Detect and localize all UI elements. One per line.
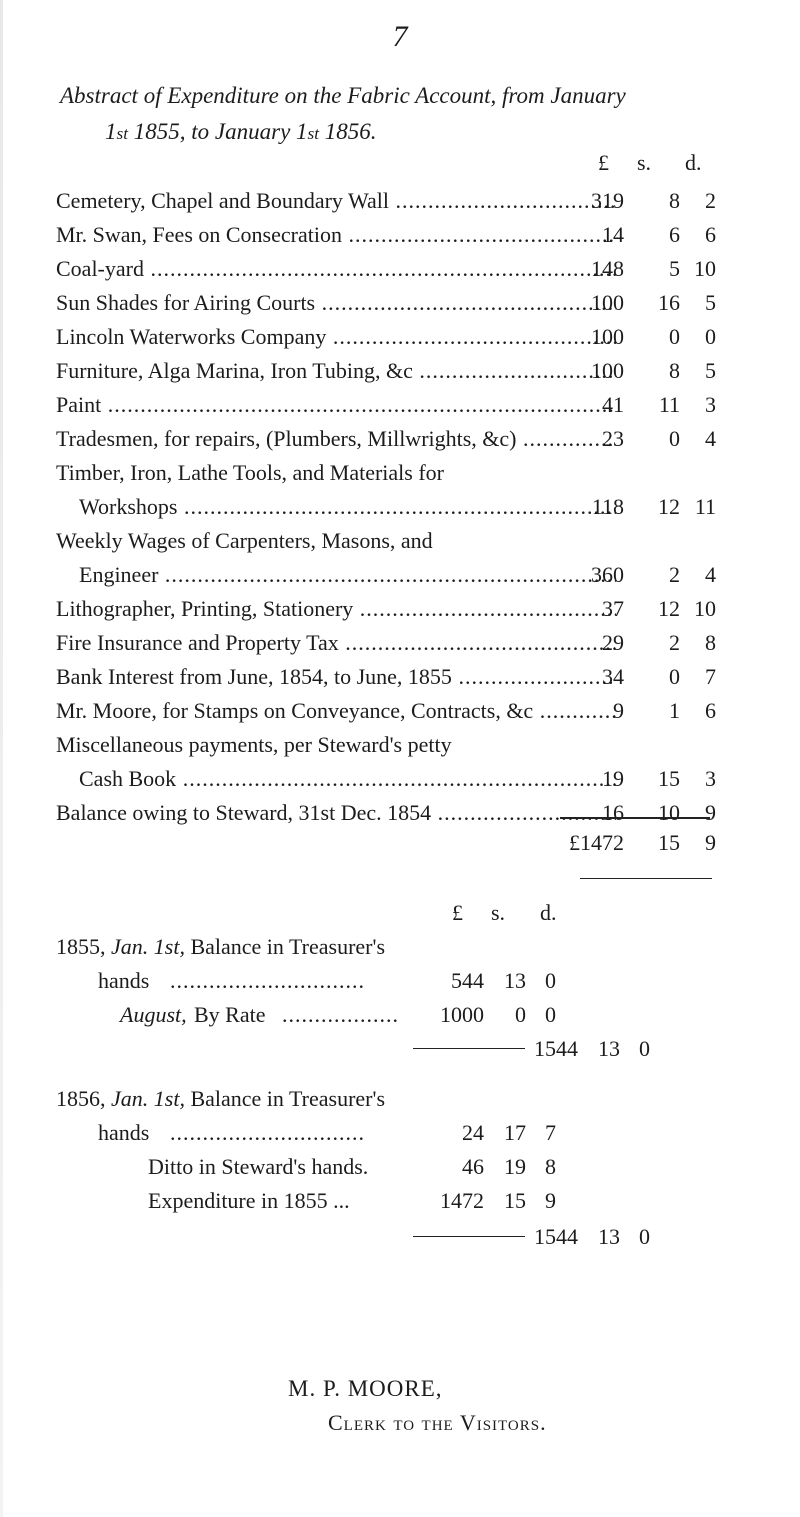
expenditure-row [56, 762, 716, 796]
amount-shillings: 12 [658, 596, 680, 621]
amount-shillings: 8 [669, 188, 680, 213]
amount-pounds: 29 [602, 630, 624, 655]
balance-heading: 1856, Jan. 1st, Balance in Treasurer's [56, 1086, 386, 1111]
amount-pounds: 14 [602, 222, 624, 247]
amount-pounds: 319 [591, 188, 624, 213]
expenditure-label: Bank Interest from June, 1854, to June, 1855 ..... [56, 660, 616, 694]
expenditure-row [56, 660, 716, 694]
amount-pence: 10 [694, 256, 716, 281]
expenditure-row-label-line [56, 456, 716, 490]
expenditure-row [56, 184, 716, 218]
amount-shillings: 16 [658, 290, 680, 315]
expenditure-row [56, 592, 716, 626]
total-row [56, 826, 716, 860]
amount-pence: 8 [705, 630, 716, 655]
expenditure-row [56, 626, 716, 660]
expenditure-row-label-line [56, 728, 716, 762]
expenditure-label: Fire Insurance and Property Tax ..... [56, 626, 616, 660]
page-edge-shadow [0, 0, 3, 1517]
amount-shillings: 0 [669, 324, 680, 349]
title-line-2: 1st 1855, to January 1st 1856. [105, 119, 377, 144]
amount-pounds: 100 [591, 324, 624, 349]
title-line-1: Abstract of Expenditure on the Fabric Account, from January [60, 83, 626, 108]
amount-pence: 10 [694, 596, 716, 621]
expenditure-label: Lithographer, Printing, Stationery ..... [56, 592, 616, 626]
expenditure-label: Engineer ..... [79, 558, 616, 592]
amount-shillings: 11 [658, 392, 680, 417]
expenditure-row [56, 388, 716, 422]
balance-row-hands: hands .............................. 24 17 7 [98, 1116, 558, 1150]
header-pounds: £ [598, 150, 609, 175]
amount-pence: 2 [705, 188, 716, 213]
amount-shillings: 8 [669, 358, 680, 383]
expenditure-row [56, 286, 716, 320]
amount-shillings: 2 [669, 562, 680, 587]
amount-pounds: 360 [591, 562, 624, 587]
amount-pounds: 34 [602, 664, 624, 689]
total-pence: 9 [705, 830, 716, 855]
amount-pence: 4 [705, 426, 716, 451]
expenditure-label: Furniture, Alga Marina, Iron Tubing, &c ..... [56, 354, 616, 388]
expenditure-label: Cash Book ..... [79, 762, 616, 796]
amount-pounds: 148 [591, 256, 624, 281]
amount-pounds: 16 [602, 800, 624, 825]
page-title [60, 78, 760, 152]
expenditure-label: Paint ..... [56, 388, 616, 422]
amount-pounds: 37 [602, 596, 624, 621]
amount-pounds: 19 [602, 766, 624, 791]
receipt-row-rate: August, By Rate .................. 1000 0 0 [120, 998, 558, 1032]
amount-pence: 9 [705, 800, 716, 825]
receipts-heading: 1855, Jan. 1st, Balance in Treasurer's [56, 934, 386, 959]
balance-total: 1544 13 0 [534, 1224, 650, 1249]
signature-title: Clerk to the Visitors. [328, 1410, 547, 1435]
amount-shillings: 15 [658, 766, 680, 791]
expenditure-label: Mr. Swan, Fees on Consecration ..... [56, 218, 616, 252]
account-header-pounds: £ [452, 900, 463, 925]
amount-shillings: 6 [669, 222, 680, 247]
receipts-dash [413, 1048, 525, 1049]
amount-pounds: 41 [602, 392, 624, 417]
account-header-pence: d. [540, 900, 557, 925]
balance-row-expenditure: Expenditure in 1855 ... 1472 15 9 [148, 1188, 556, 1213]
receipt-row-hands: hands .............................. 544 13 0 [98, 964, 558, 998]
expenditure-label: Tradesmen, for repairs, (Plumbers, Millwrights, &c) ..... [56, 422, 616, 456]
expenditure-label: Cemetery, Chapel and Boundary Wall ..... [56, 184, 616, 218]
header-pence: d. [685, 150, 702, 175]
amount-shillings: 2 [669, 630, 680, 655]
amount-pounds: 118 [591, 494, 624, 519]
balance-row-steward: Ditto in Steward's hands. 46 19 8 [148, 1154, 556, 1179]
total-rule-top [560, 817, 710, 819]
expenditure-row [56, 558, 716, 592]
amount-shillings: 1 [669, 698, 680, 723]
expenditure-label: Workshops ..... [79, 490, 616, 524]
amount-shillings: 10 [658, 800, 680, 825]
expenditure-row [56, 422, 716, 456]
amount-pence: 3 [705, 766, 716, 791]
expenditure-label: Timber, Iron, Lathe Tools, and Materials for [56, 460, 445, 485]
amount-pounds: 9 [613, 698, 624, 723]
expenditure-row [56, 490, 716, 524]
amount-pence: 3 [705, 392, 716, 417]
total-pounds: £1472 [569, 830, 624, 855]
expenditure-label: Miscellaneous payments, per Steward's petty [56, 732, 452, 757]
expenditure-row [56, 252, 716, 286]
amount-pence: 0 [705, 324, 716, 349]
account-header-shillings: s. [491, 900, 506, 925]
amount-shillings: 0 [669, 664, 680, 689]
amount-pence: 4 [705, 562, 716, 587]
balance-dash [413, 1236, 525, 1237]
amount-pence: 6 [705, 698, 716, 723]
expenditure-label: Coal-yard ..... [56, 252, 616, 286]
amount-pence: 6 [705, 222, 716, 247]
amount-pounds: 23 [602, 426, 624, 451]
amount-shillings: 0 [669, 426, 680, 451]
amount-pounds: 100 [591, 290, 624, 315]
expenditure-row-label-line [56, 524, 716, 558]
expenditure-row [56, 796, 716, 830]
amount-pence: 5 [705, 358, 716, 383]
expenditure-row [56, 694, 716, 728]
receipts-total: 1544 13 0 [534, 1036, 650, 1061]
expenditure-label: Sun Shades for Airing Courts ..... [56, 286, 616, 320]
amount-pounds: 100 [591, 358, 624, 383]
amount-pence: 11 [694, 494, 716, 519]
header-shillings: s. [637, 150, 652, 175]
expenditure-row [56, 320, 716, 354]
total-rule-bottom [580, 878, 712, 879]
expenditure-row [56, 354, 716, 388]
total-shillings: 15 [658, 830, 680, 855]
amount-shillings: 5 [669, 256, 680, 281]
amount-pence: 7 [705, 664, 716, 689]
page-number: 7 [392, 20, 408, 53]
expenditure-label: Mr. Moore, for Stamps on Conveyance, Contracts, &c ..... [56, 694, 616, 728]
expenditure-label: Weekly Wages of Carpenters, Masons, and [56, 528, 433, 553]
expenditure-label: Balance owing to Steward, 31st Dec. 1854 ..... [56, 796, 616, 830]
signature-name: M. P. MOORE, [288, 1376, 443, 1401]
amount-shillings: 12 [658, 494, 680, 519]
expenditure-label: Lincoln Waterworks Company ..... [56, 320, 616, 354]
expenditure-row [56, 218, 716, 252]
amount-pence: 5 [705, 290, 716, 315]
